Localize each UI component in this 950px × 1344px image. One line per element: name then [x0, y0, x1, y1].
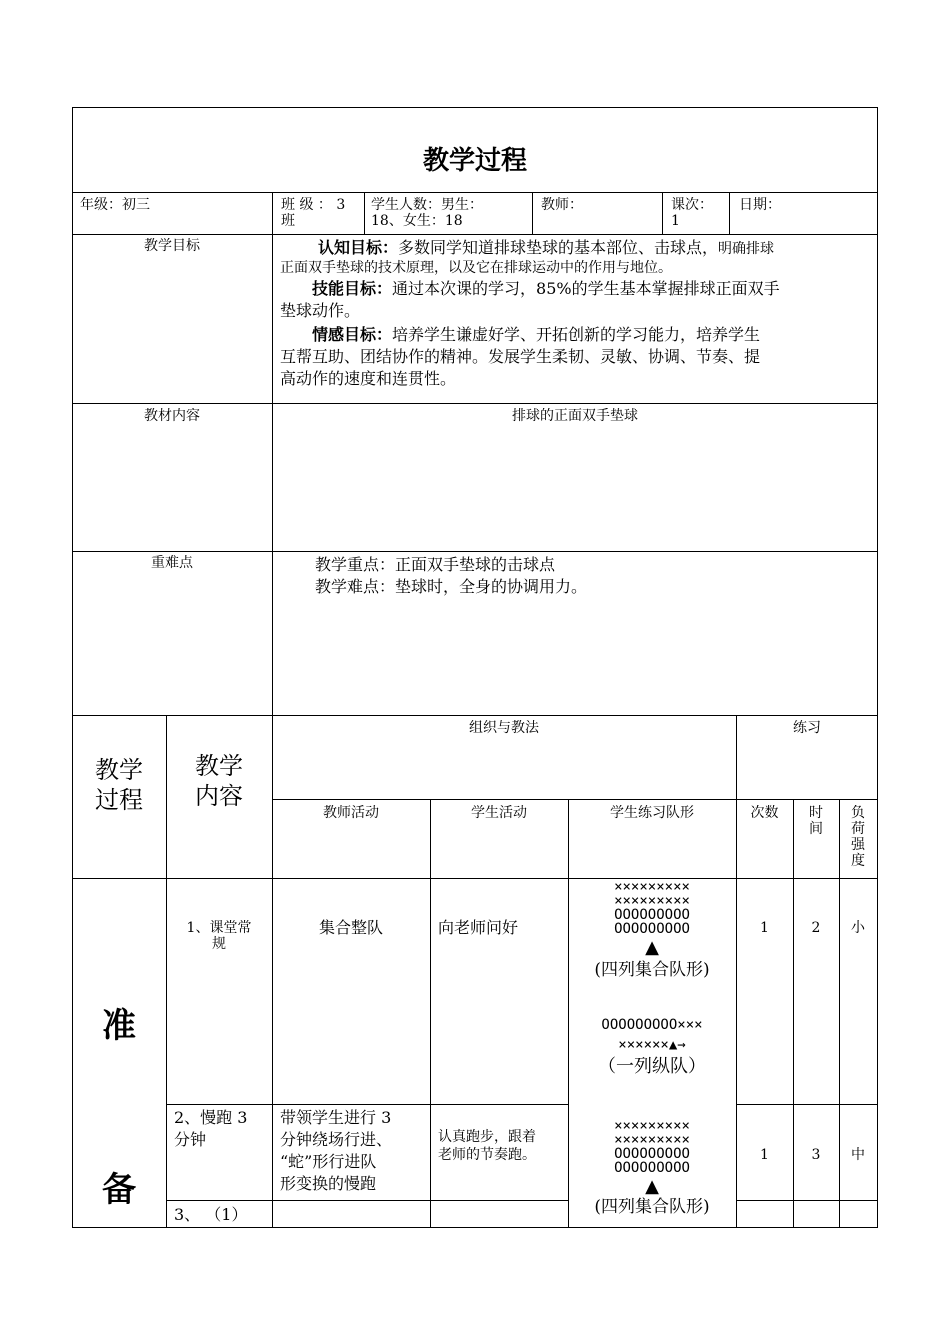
- phase-char-2: 备: [102, 1170, 136, 1210]
- formation-row-o: OOOOOOOOO: [614, 921, 690, 937]
- student-count-line-1: 学生人数：男生：: [371, 197, 483, 213]
- table-border-left: [72, 107, 73, 1228]
- col-line: [662, 192, 663, 234]
- emotion-line-2: 互帮互助、团结协作的精神。发展学生柔韧、灵敏、协调、节奏、提: [280, 347, 761, 366]
- skill-line-2: 垫球动作。: [280, 301, 361, 320]
- content-column-label: [166, 751, 272, 811]
- row-line: [72, 192, 878, 193]
- table-border-right: [877, 107, 878, 1228]
- skill-text: 通过本次课的学习，85%的学生基本掌握排球正面双手: [392, 279, 780, 298]
- class-line-1: 班 级 ： 3: [281, 197, 346, 213]
- content-column-line-1: 教学: [195, 752, 243, 780]
- row3-content: 3、 （1）: [174, 1205, 248, 1224]
- emotion-line-3: 高动作的速度和连贯性。: [280, 369, 457, 388]
- row2-content-line-2: 分钟: [174, 1130, 207, 1149]
- formation-header: 学生练习队形: [610, 805, 694, 821]
- row-line: [72, 234, 878, 235]
- row2-content: [174, 1107, 270, 1151]
- formation-row-x: ×××××××××: [614, 880, 690, 895]
- col-line: [430, 799, 431, 1228]
- row1-student-activity: 向老师问好: [438, 918, 519, 937]
- objectives-label: 教学目标: [144, 238, 200, 254]
- process-label-line-2: 过程: [95, 786, 143, 814]
- key-points-text: [315, 554, 875, 598]
- formation-caption: (四列集合队形): [594, 960, 710, 980]
- page-title: 教学过程: [422, 146, 527, 176]
- row1-content: [166, 920, 272, 952]
- row-line: [72, 715, 878, 716]
- row-line: [72, 551, 878, 552]
- row2-load: 中: [851, 1147, 865, 1163]
- load-header: [839, 805, 877, 869]
- column-caption: （一列纵队）: [598, 1056, 706, 1077]
- content-column-line-2: 内容: [195, 782, 243, 810]
- teaching-difficulty: 教学难点：垫球时，全身的协调用力。: [315, 577, 588, 596]
- table-border-bottom: [72, 1227, 878, 1228]
- formation-row-o: OOOOOOOOO: [614, 1146, 690, 1162]
- emotion-label: 情感目标：: [312, 325, 393, 344]
- col-line: [272, 234, 273, 715]
- objectives-text: [280, 237, 874, 390]
- student-count: [371, 197, 531, 229]
- row2-time: 3: [811, 1147, 821, 1163]
- col-line: [364, 192, 365, 234]
- practice-header: 练习: [793, 720, 821, 736]
- cognitive-text-b: 明确排球: [718, 241, 775, 257]
- col-line: [272, 715, 273, 1228]
- lesson-number-line-2: 1: [671, 213, 680, 229]
- row2-teacher-line-4: 形变换的慢跑: [280, 1174, 377, 1193]
- skill-line-1: [280, 278, 874, 300]
- row-line: [430, 1104, 568, 1105]
- teacher-activity-header: 教师活动: [323, 805, 379, 821]
- lesson-number-line-1: 课次：: [671, 197, 713, 213]
- column-line-1: OOOOOOOOO×××: [601, 1018, 703, 1033]
- formation-row-x: ×××××××××: [614, 893, 690, 909]
- process-label: [72, 755, 166, 815]
- organization-header: 组织与教法: [469, 720, 539, 736]
- col-line: [272, 192, 273, 234]
- row2-count: 1: [760, 1147, 769, 1163]
- formation-single-column: [568, 1018, 736, 1078]
- load-header-line-1: 负: [851, 805, 865, 821]
- count-header: 次数: [750, 805, 779, 821]
- formation-caption: (四列集合队形): [594, 1197, 710, 1217]
- row2-teacher-activity: [280, 1107, 428, 1195]
- teacher-field: 教师：: [541, 197, 583, 213]
- row2-student-line-1: 认真跑步，跟着: [438, 1129, 536, 1145]
- row1-teacher-activity: 集合整队: [318, 918, 383, 937]
- row2-teacher-line-2: 分钟绕场行进、: [280, 1130, 393, 1149]
- skill-label: 技能目标：: [312, 279, 393, 298]
- student-activity-header: 学生活动: [471, 805, 527, 821]
- row-line: [166, 1200, 568, 1201]
- row1-time: 2: [811, 920, 821, 936]
- teaching-focus: 教学重点：正面双手垫球的击球点: [315, 555, 556, 574]
- load-header-line-2: 荷: [851, 821, 865, 837]
- teacher-position-icon: ▲: [645, 937, 659, 958]
- row1-load: 小: [851, 920, 865, 936]
- row1-content-line-2: 规: [212, 936, 226, 952]
- row-line: [72, 403, 878, 404]
- formation-row-x: ×××××××××: [614, 1132, 690, 1148]
- col-line: [793, 799, 794, 1228]
- cognitive-line-2: 正面双手垫球的技术原理，以及它在排球运动中的作用与地位。: [280, 260, 672, 276]
- table-border-top: [72, 107, 878, 108]
- row-line: [272, 799, 878, 800]
- emotion-text: 培养学生谦虚好学、开拓创新的学习能力，培养学生: [392, 325, 761, 344]
- formation-four-rows-2: [568, 1119, 736, 1218]
- row2-student-line-2: 老师的节奏跑。: [438, 1147, 536, 1163]
- row2-content-line-1: 2、慢跑 3: [174, 1108, 248, 1127]
- row-line: [72, 878, 878, 879]
- student-count-line-2: 18、女生：18: [371, 213, 463, 229]
- formation-row-x: ×××××××××: [614, 1119, 690, 1134]
- content-label: 教材内容: [144, 408, 200, 424]
- load-header-line-4: 度: [851, 853, 865, 869]
- grade: 年级：初三: [80, 197, 150, 213]
- key-points-label: 重难点: [151, 555, 193, 571]
- class-line-2: 班: [281, 213, 295, 229]
- row2-teacher-line-3: “蛇”形行进队: [280, 1152, 377, 1171]
- class-info: [281, 197, 361, 229]
- col-line: [532, 192, 533, 234]
- row2-student-activity: [438, 1128, 566, 1164]
- row1-count: 1: [760, 920, 769, 936]
- col-line: [729, 192, 730, 234]
- phase-char-1: 准: [102, 1006, 136, 1046]
- time-header-line-2: 间: [809, 821, 823, 837]
- cognitive-text: 多数同学知道排球垫球的基本部位、击球点，: [398, 238, 719, 257]
- lesson-number: [671, 197, 727, 229]
- time-header-line-1: 时: [809, 805, 823, 821]
- formation-four-rows: [568, 880, 736, 981]
- date-field: 日期：: [739, 197, 781, 213]
- row-line: [736, 1200, 878, 1201]
- formation-row-o: OOOOOOOOO: [614, 1160, 690, 1176]
- column-line-2: ××××××▲→: [618, 1037, 686, 1053]
- row1-content-line-1: 1、课堂常: [186, 920, 252, 936]
- emotion-line-1: [280, 324, 874, 346]
- cognitive-label: 认知目标：: [318, 238, 399, 257]
- teacher-position-icon: ▲: [645, 1176, 659, 1197]
- time-header: [793, 805, 839, 837]
- content-value: 排球的正面双手垫球: [512, 408, 638, 424]
- process-label-line-1: 教学: [95, 756, 143, 784]
- load-header-line-3: 强: [851, 837, 865, 853]
- row-line: [166, 1104, 272, 1105]
- row-line: [272, 1104, 430, 1105]
- cognitive-line-1: [280, 237, 874, 260]
- formation-row-o: OOOOOOOOO: [614, 907, 690, 923]
- row-line: [736, 1104, 878, 1105]
- row2-teacher-line-1: 带领学生进行 3: [280, 1108, 392, 1127]
